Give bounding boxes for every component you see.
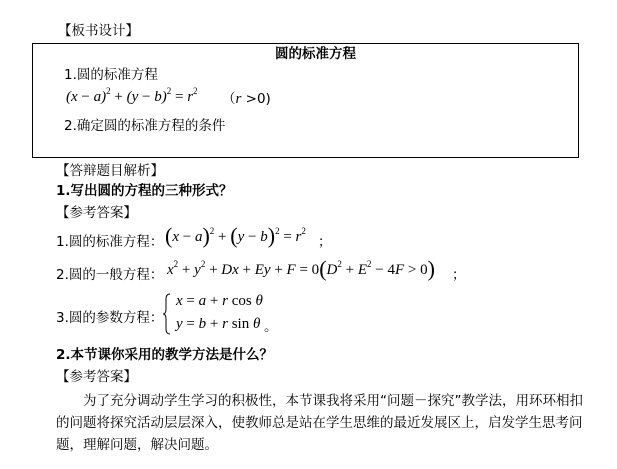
answer-parametric-end: 。: [264, 319, 278, 335]
board-design-heading: 【板书设计】: [58, 23, 139, 39]
answer-standard-label: 1.圆的标准方程：: [56, 234, 164, 250]
parametric-y: y = b + r sin θ: [176, 316, 261, 332]
question-2: 2.本节课你采用的教学方法是什么？: [56, 347, 274, 363]
answer-standard-end: ；: [318, 234, 332, 250]
answer-standard-formula: $(x - a)^2 + (y - b)^2 = r^2$: [165, 223, 306, 248]
qa-heading: 【答辩题目解析】: [56, 163, 164, 179]
parametric-x: x = a + r cos θ: [176, 293, 263, 309]
answer-parametric-label: 3.圆的参数方程：: [56, 310, 164, 326]
box-item-conditions: 2.确定圆的标准方程的条件: [64, 118, 226, 134]
answer-general-label: 2.圆的一般方程：: [56, 267, 164, 283]
box-title: 圆的标准方程: [275, 46, 356, 62]
reference-answer-1-label: 【参考答案】: [56, 205, 137, 221]
reference-answer-2-label: 【参考答案】: [56, 369, 137, 385]
parametric-brace: [163, 293, 171, 335]
box-formula-condition: （r >0): [222, 91, 271, 107]
question-1: 1.写出圆的方程的三种形式？: [56, 183, 233, 199]
answer-general-formula: $x^2 + y^2 + Dx + Ey + F = 0(D^2 + E^2 - 4F > 0)$: [167, 256, 435, 281]
box-standard-formula: $(x - a)^2 + (y - b)^2 = r^2$: [66, 86, 198, 105]
answer-general-end: ；: [452, 267, 466, 283]
answer-2-paragraph: 为了充分调动学生学习的积极性，本节课我将采用“问题－探究”教学法，用环环相扣的问题将探究活动层层深入，使教师总是站在学生思维的最近发展区上，启发学生思考问题，理解问题，解决问题。: [56, 393, 583, 453]
box-item-standard-equation: 1.圆的标准方程: [64, 67, 158, 83]
